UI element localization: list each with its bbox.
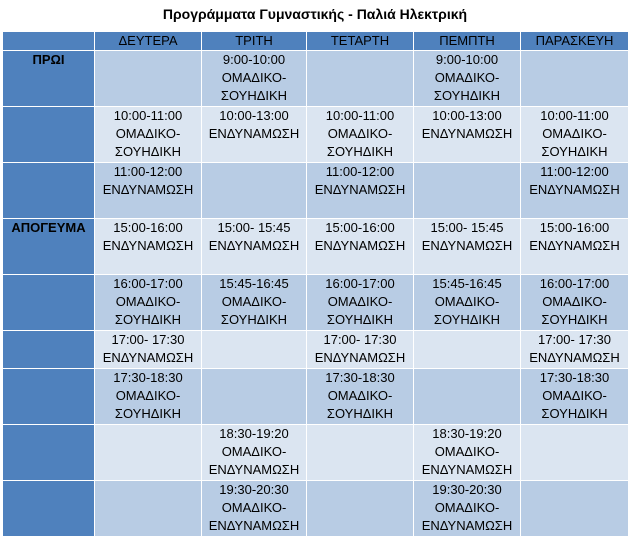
schedule-cell: 17:00- 17:30 ΕΝΔΥΝΑΜΩΣΗ (95, 331, 202, 369)
schedule-table (2, 31, 629, 537)
schedule-cell (202, 369, 307, 425)
schedule-cell: 11:00-12:00 ΕΝΔΥΝΑΜΩΣΗ (307, 163, 414, 219)
schedule-cell: 17:30-18:30 ΟΜΑΔΙΚΟ- ΣΟΥΗΔΙΚΗ (95, 369, 202, 425)
schedule-cell: 10:00-11:00 ΟΜΑΔΙΚΟ- ΣΟΥΗΔΙΚΗ (521, 107, 629, 163)
schedule-cell: 19:30-20:30 ΟΜΑΔΙΚΟ- ΕΝΔΥΝΑΜΩΣΗ (202, 481, 307, 537)
period-label (3, 425, 95, 481)
schedule-cell (414, 331, 521, 369)
day-header: ΤΕΤΑΡΤΗ (307, 32, 414, 51)
schedule-cell: 18:30-19:20 ΟΜΑΔΙΚΟ- ΕΝΔΥΝΑΜΩΣΗ (202, 425, 307, 481)
schedule-cell: 10:00-11:00 ΟΜΑΔΙΚΟ- ΣΟΥΗΔΙΚΗ (95, 107, 202, 163)
schedule-cell: 15:00-16:00 ΕΝΔΥΝΑΜΩΣΗ (521, 219, 629, 275)
schedule-cell (307, 51, 414, 107)
period-label (3, 163, 95, 219)
schedule-cell: 19:30-20:30 ΟΜΑΔΙΚΟ- ΕΝΔΥΝΑΜΩΣΗ (414, 481, 521, 537)
schedule-cell: 18:30-19:20 ΟΜΑΔΙΚΟ- ΕΝΔΥΝΑΜΩΣΗ (414, 425, 521, 481)
schedule-cell: 15:45-16:45 ΟΜΑΔΙΚΟ- ΣΟΥΗΔΙΚΗ (202, 275, 307, 331)
schedule-row (3, 219, 629, 275)
schedule-row (3, 163, 629, 219)
schedule-cell: 10:00-11:00 ΟΜΑΔΙΚΟ- ΣΟΥΗΔΙΚΗ (307, 107, 414, 163)
schedule-cell: 15:45-16:45 ΟΜΑΔΙΚΟ- ΣΟΥΗΔΙΚΗ (414, 275, 521, 331)
schedule-cell: 9:00-10:00 ΟΜΑΔΙΚΟ- ΣΟΥΗΔΙΚΗ (414, 51, 521, 107)
schedule-cell: 9:00-10:00 ΟΜΑΔΙΚΟ- ΣΟΥΗΔΙΚΗ (202, 51, 307, 107)
schedule-cell (414, 163, 521, 219)
schedule-row (3, 275, 629, 331)
day-header: ΤΡΙΤΗ (202, 32, 307, 51)
schedule-cell: 16:00-17:00 ΟΜΑΔΙΚΟ- ΣΟΥΗΔΙΚΗ (95, 275, 202, 331)
schedule-cell: 16:00-17:00 ΟΜΑΔΙΚΟ- ΣΟΥΗΔΙΚΗ (307, 275, 414, 331)
day-header: ΠΕΜΠΤΗ (414, 32, 521, 51)
schedule-cell (307, 481, 414, 537)
period-label (3, 481, 95, 537)
schedule-cell: 15:00-16:00 ΕΝΔΥΝΑΜΩΣΗ (307, 219, 414, 275)
schedule-cell: 17:00- 17:30 ΕΝΔΥΝΑΜΩΣΗ (307, 331, 414, 369)
schedule-row (3, 425, 629, 481)
header-row (3, 32, 629, 51)
period-label: ΑΠΟΓΕΥΜΑ (3, 219, 95, 275)
schedule-row (3, 369, 629, 425)
schedule-cell (202, 331, 307, 369)
schedule-cell (95, 425, 202, 481)
schedule-cell: 15:00- 15:45 ΕΝΔΥΝΑΜΩΣΗ (202, 219, 307, 275)
schedule-cell: 10:00-13:00 ΕΝΔΥΝΑΜΩΣΗ (202, 107, 307, 163)
corner-cell (3, 32, 95, 51)
schedule-row (3, 51, 629, 107)
schedule-cell: 17:30-18:30 ΟΜΑΔΙΚΟ- ΣΟΥΗΔΙΚΗ (521, 369, 629, 425)
day-header: ΠΑΡΑΣΚΕΥΗ (521, 32, 629, 51)
schedule-cell (521, 425, 629, 481)
schedule-cell: 10:00-13:00 ΕΝΔΥΝΑΜΩΣΗ (414, 107, 521, 163)
schedule-cell: 11:00-12:00 ΕΝΔΥΝΑΜΩΣΗ (95, 163, 202, 219)
period-label (3, 107, 95, 163)
schedule-cell (202, 163, 307, 219)
schedule-cell: 17:30-18:30 ΟΜΑΔΙΚΟ- ΣΟΥΗΔΙΚΗ (307, 369, 414, 425)
schedule-cell (95, 51, 202, 107)
period-label (3, 275, 95, 331)
schedule-cell: 17:00- 17:30 ΕΝΔΥΝΑΜΩΣΗ (521, 331, 629, 369)
period-label (3, 331, 95, 369)
period-label (3, 369, 95, 425)
schedule-cell: 15:00- 15:45 ΕΝΔΥΝΑΜΩΣΗ (414, 219, 521, 275)
schedule-cell: 15:00-16:00 ΕΝΔΥΝΑΜΩΣΗ (95, 219, 202, 275)
schedule-cell (307, 425, 414, 481)
period-label: ΠΡΩΙ (3, 51, 95, 107)
schedule-cell (521, 51, 629, 107)
day-header: ΔΕΥΤΕΡΑ (95, 32, 202, 51)
schedule-row (3, 107, 629, 163)
schedule-row (3, 331, 629, 369)
schedule-cell (95, 481, 202, 537)
schedule-cell: 11:00-12:00 ΕΝΔΥΝΑΜΩΣΗ (521, 163, 629, 219)
page-title: Προγράμματα Γυμναστικής - Παλιά Ηλεκτρική (162, 6, 468, 22)
schedule-cell (414, 369, 521, 425)
schedule-cell (521, 481, 629, 537)
schedule-row (3, 481, 629, 537)
schedule-cell: 16:00-17:00 ΟΜΑΔΙΚΟ- ΣΟΥΗΔΙΚΗ (521, 275, 629, 331)
